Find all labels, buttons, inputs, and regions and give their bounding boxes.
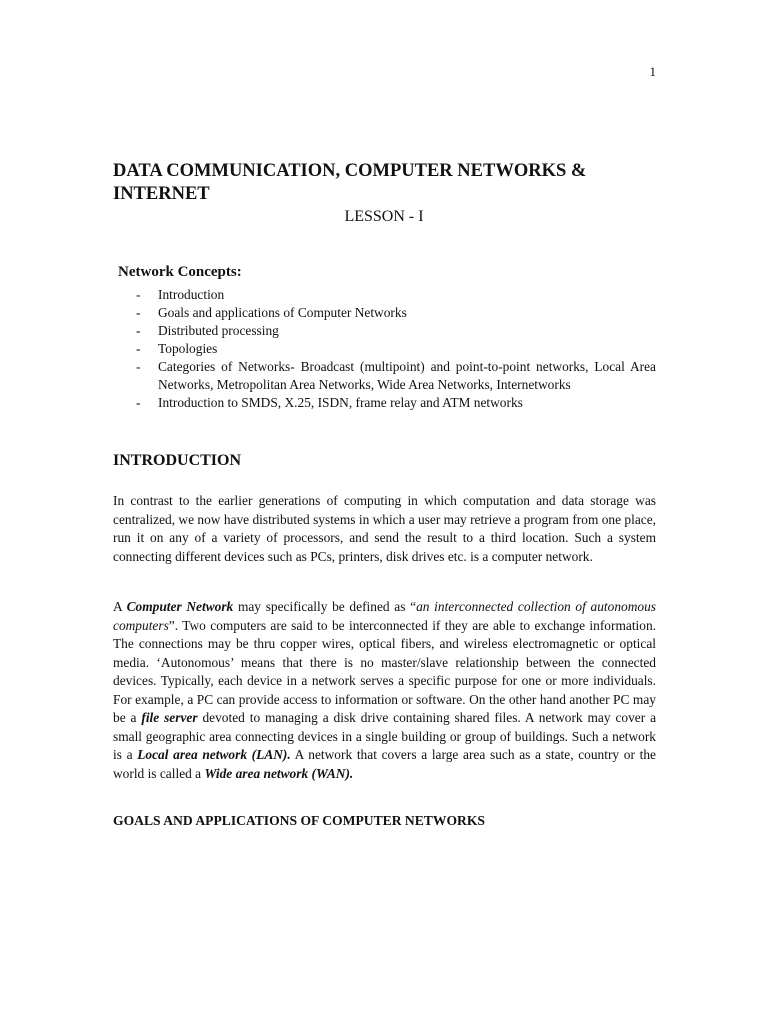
- text-run: A: [113, 599, 127, 614]
- list-item-text: Introduction: [158, 287, 225, 302]
- list-item: [136, 304, 656, 322]
- introduction-paragraph-1: In contrast to the earlier generations of computing in which computation and data storage was centralized, we now have distributed systems in which a user may retrieve a program from one place, run it on any of a variety of processors, and send the result to a third location. Such a system connecting different devices such as PCs, printers, disk drives etc. is a computer network.: [113, 493, 656, 564]
- goals-heading: GOALS AND APPLICATIONS OF COMPUTER NETWORKS: [113, 813, 485, 828]
- list-item-text: Goals and applications of Computer Networks: [158, 305, 407, 320]
- list-item-text: Categories of Networks- Broadcast (multipoint) and point-to-point networks, Local Area Networks, Metropolitan Area Networks, Wide Area Networks, Internetworks: [158, 359, 656, 392]
- bullet-dash: -: [136, 305, 141, 320]
- lesson-label: [0, 208, 768, 226]
- list-item-text: Introduction to SMDS, X.25, ISDN, frame relay and ATM networks: [158, 395, 523, 410]
- lesson-text: LESSON - I: [344, 208, 424, 225]
- bullet-dash: -: [136, 359, 141, 374]
- network-concepts-list: [136, 286, 656, 412]
- page-number: 1: [649, 64, 656, 79]
- list-item: [136, 394, 656, 412]
- term-computer-network: Computer Network: [126, 599, 234, 614]
- list-item: [136, 322, 656, 340]
- term-lan: Local area network (LAN).: [137, 747, 291, 762]
- text-run: ”. Two computers are said to be interconnected if they are able to exchange information. The connections may be thru copper wires, optical fibers, and wireless electromagnetic or optical media. ‘Autonomous’ means that there is no master/slave relationship between the connected devices. Typically, each device in a network serves a specific purpose for one or more individuals. For example, a PC can provide access to information or software. On the other hand another PC may be a: [113, 617, 656, 725]
- bullet-dash: -: [136, 287, 141, 302]
- introduction-heading: INTRODUCTION: [113, 452, 242, 469]
- term-wan: Wide area network (WAN).: [204, 765, 354, 781]
- text-run: may specifically be defined as “: [233, 599, 417, 614]
- bullet-dash: -: [136, 395, 141, 410]
- text-run: A network that covers a large area such as a state, country or the world is called a: [113, 747, 656, 781]
- definition-quote: an interconnected collection of autonomous computers: [113, 599, 656, 633]
- network-concepts-heading: Network Concepts:: [118, 264, 242, 280]
- list-item: [136, 358, 656, 394]
- list-item-text: Distributed processing: [158, 323, 279, 338]
- term-file-server: file server: [141, 710, 198, 725]
- list-item: [136, 286, 656, 304]
- bullet-dash: -: [136, 341, 141, 356]
- bullet-dash: -: [136, 323, 141, 338]
- text-run: devoted to managing a disk drive containing shared files. A network may cover a small geographic area connecting devices in a single building or group of buildings. Such a network is a: [113, 710, 657, 762]
- list-item-text: Topologies: [158, 341, 218, 356]
- introduction-paragraph-2: [113, 598, 656, 783]
- list-item: [136, 340, 656, 358]
- document-title: DATA COMMUNICATION, COMPUTER NETWORKS & INTERNET: [113, 161, 587, 204]
